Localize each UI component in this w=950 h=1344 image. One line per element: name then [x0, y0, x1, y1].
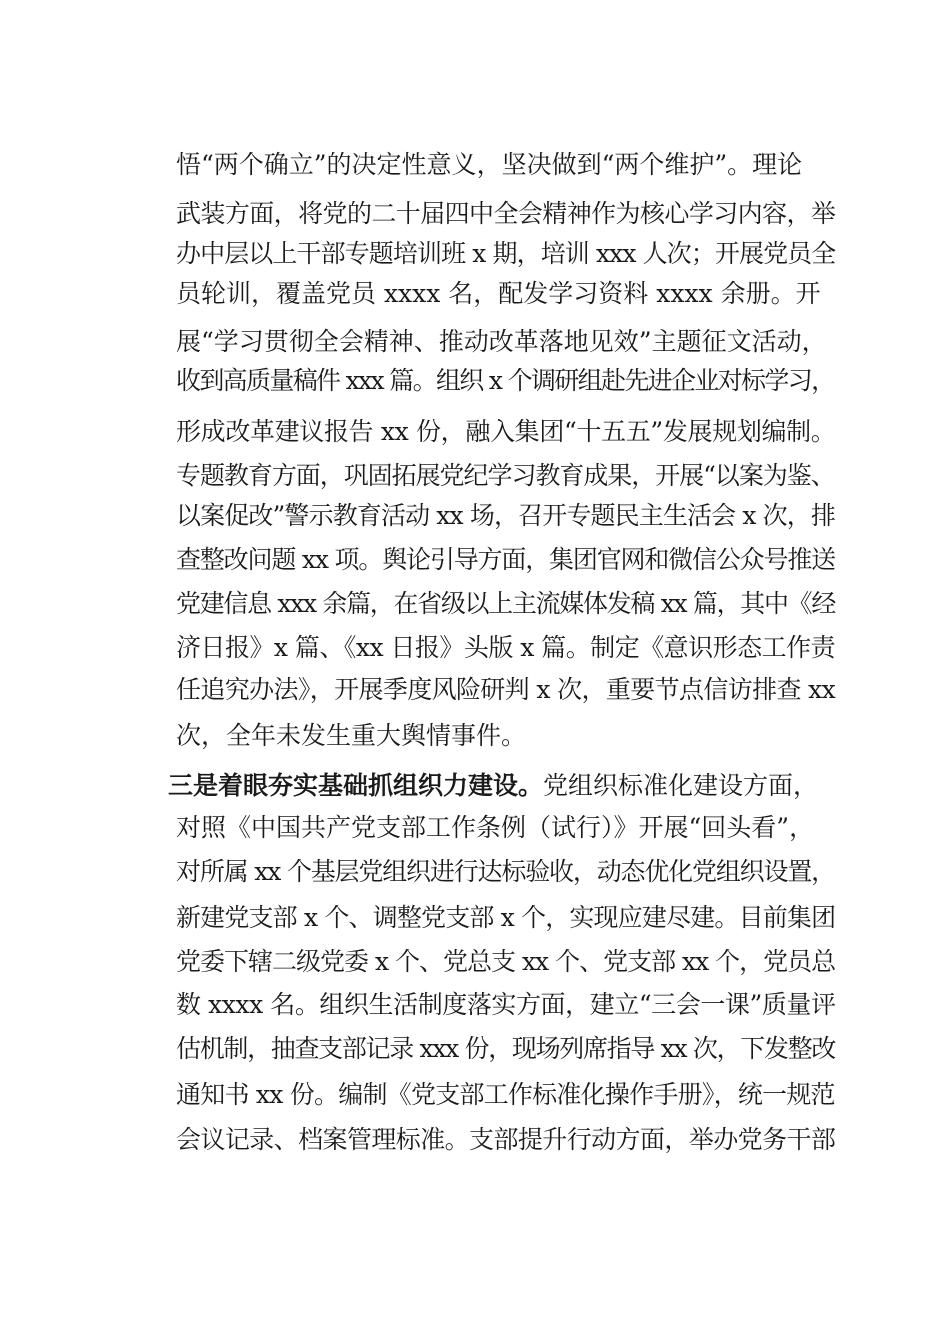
text-line: 办中层以上干部专题培训班 x 期，培训 xxx 人次；开展党员全	[176, 239, 836, 268]
text-line: 党委下辖二级党委 x 个、党总支 xx 个、党支部 xx 个，党员总	[176, 947, 836, 976]
paragraph-lead-rest: 党组织标准化建设方面，	[543, 771, 819, 800]
text-line: 收到高质量稿件 xxx 篇。组织 x 个调研组赴先进企业对标学习，	[176, 366, 835, 395]
text-line: 悟“两个确立”的决定性意义，坚决做到“两个维护”。理论	[176, 150, 803, 179]
text-line: 济日报》x 篇、《xx 日报》头版 x 篇。制定《意识形态工作责	[176, 633, 836, 662]
text-line: 次，全年未发生重大舆情事件。	[176, 721, 527, 750]
paragraph-lead-heading: 三是着眼夯实基础抓组织力建设。	[168, 771, 544, 800]
text-line: 估机制，抽查支部记录 xxx 份，现场列席指导 xx 次，下发整改	[176, 1034, 836, 1063]
text-line: 武装方面，将党的二十届四中全会精神作为核心学习内容，举	[176, 199, 836, 228]
text-line: 任追究办法》，开展季度风险研判 x 次，重要节点信访排查 xx	[176, 675, 836, 704]
paragraph-first-line	[168, 766, 828, 806]
text-line: 会议记录、档案管理标准。支部提升行动方面，举办党务干部	[176, 1125, 836, 1154]
text-line: 员轮训，覆盖党员 xxxx 名，配发学习资料 xxxx 余册。开	[176, 279, 821, 308]
text-line: 新建党支部 x 个、调整党支部 x 个，实现应建尽建。目前集团	[176, 903, 836, 932]
text-line: 对照《中国共产党支部工作条例（试行）》开展“回头看”，	[176, 813, 815, 842]
text-line: 通知书 xx 份。编制《党支部工作标准化操作手册》，统一规范	[176, 1080, 835, 1109]
text-line: 对所属 xx 个基层党组织进行达标验收，动态优化党组织设置，	[176, 857, 835, 886]
text-line: 形成改革建议报告 xx 份，融入集团“十五五”发展规划编制。	[176, 417, 836, 446]
text-line: 数 xxxx 名。组织生活制度落实方面，建立“三会一课”质量评	[176, 990, 836, 1019]
text-line: 查整改问题 xx 项。舆论引导方面，集团官网和微信公众号推送	[176, 545, 835, 574]
text-line: 展“学习贯彻全会精神、推动改革落地见效”主题征文活动，	[176, 327, 827, 356]
text-line: 专题教育方面，巩固拓展党纪学习教育成果，开展“以案为鉴、	[176, 461, 835, 490]
text-line: 党建信息 xxx 余篇，在省级以上主流媒体发稿 xx 篇，其中《经	[176, 589, 836, 618]
text-line: 以案促改”警示教育活动 xx 场，召开专题民主生活会 x 次，排	[176, 501, 836, 530]
